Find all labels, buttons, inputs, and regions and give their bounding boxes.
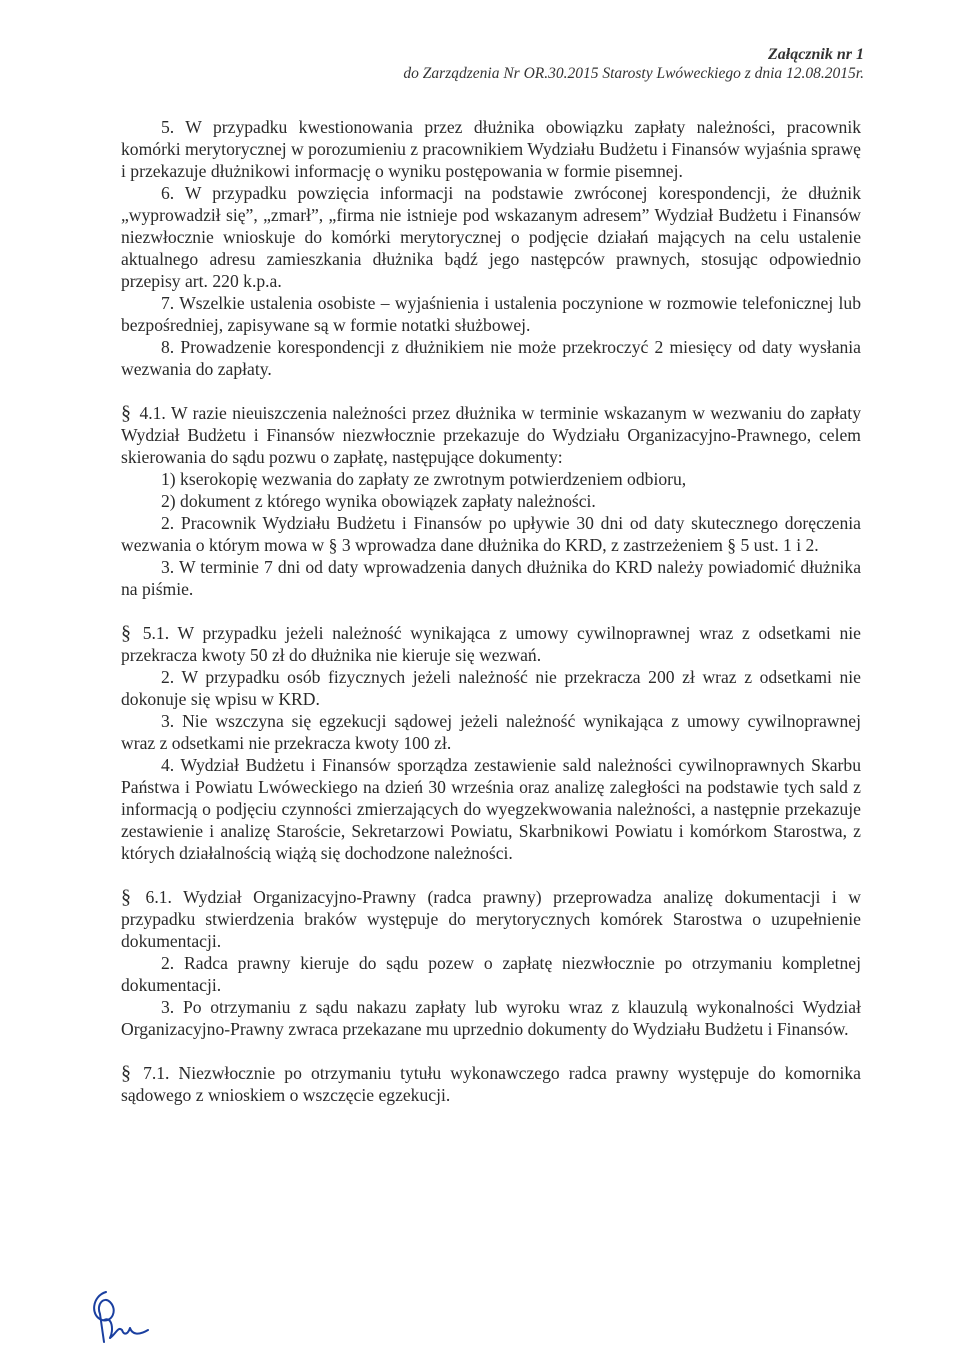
attachment-header <box>403 45 864 83</box>
section-symbol: § <box>121 402 131 424</box>
section-5-paragraph-2: 2. W przypadku osób fizycznych jeżeli należność nie przekracza 200 zł wraz z odsetkami nie dokonuje się wpisu w KRD. <box>121 667 861 709</box>
section-5-paragraph-1 <box>121 622 861 666</box>
section-5-text-1: 5.1. W przypadku jeżeli należność wynikająca z umowy cywilnoprawnej wraz z odsetkami nie przekracza kwoty 50 zł do dłużnika nie kieruje się wezwań. <box>121 623 861 665</box>
attachment-reference: do Zarządzenia Nr OR.30.2015 Starosty Lwóweckiego z dnia 12.08.2015r. <box>403 65 864 82</box>
section-4-paragraph-2: 2. Pracownik Wydziału Budżetu i Finansów po upływie 30 dni od daty skutecznego doręczenia wezwania o którym mowa w § 3 wprowadza dane dłużnika do KRD, z zastrzeżeniem § 5 ust. 1 i 2. <box>121 513 861 555</box>
paragraph-5: 5. W przypadku kwestionowania przez dłużnika obowiązku zapłaty należności, pracownik komórki merytorycznej w porozumieniu z pracownikiem Wydziału Budżetu i Finansów wyjaśnia sprawę i przekazuje dłużnikowi informację o wyniku postępowania w formie pisemnej. <box>121 117 861 181</box>
section-4-paragraph-1 <box>121 402 861 468</box>
paragraph-6: 6. W przypadku powzięcia informacji na podstawie zwróconej korespondencji, że dłużnik „wyprowadził się”, „zmarł”, „firma nie istnieje pod wskazanym adresem” Wydział Budżetu i Finansów niezwłocznie wnioskuje do komórki merytorycznej o podjęcie działań mających na celu ustalenie aktualnego adresu zamieszkania dłużnika bądź jego następców prawnych, stosując odpowiednio przepisy art. 220 k.p.a. <box>121 183 861 291</box>
list-item: 1) kserokopię wezwania do zapłaty ze zwrotnym potwierdzeniem odbioru, <box>161 469 687 489</box>
list-item: 2) dokument z którego wynika obowiązek zapłaty należności. <box>161 491 596 511</box>
section-4-paragraph-3: 3. W terminie 7 dni od daty wprowadzenia danych dłużnika do KRD należy powiadomić dłużnika na piśmie. <box>121 557 861 599</box>
section-7-paragraph-1 <box>121 1062 861 1106</box>
handwritten-signature <box>84 1286 154 1346</box>
section-5-paragraph-4: 4. Wydział Budżetu i Finansów sporządza zestawienie sald należności cywilnoprawnych Skarbu Państwa i Powiatu Lwóweckiego na dzień 30 września oraz analizę zaległości na podstawie tych sald z informacją o podjęciu czynności zmierzających do wyegzekwowania należności, a następnie przekazuje zestawienie i analizę Staroście, Sekretarzowi Powiatu, Skarbnikowi Powiatu i komórkom Starostwa, z których działalnością wiążą się dochodzone należności. <box>121 755 861 863</box>
section-4-text-1: 4.1. W razie nieuiszczenia należności przez dłużnika w terminie wskazanym w wezwaniu do zapłaty Wydział Budżetu i Finansów niezwłocznie przekazuje do Wydziału Organizacyjno-Prawnego, celem skierowania do sądu pozwu o zapłatę, następujące dokumenty: <box>121 403 861 467</box>
section-symbol: § <box>121 622 131 644</box>
document-body <box>121 116 861 1106</box>
section-symbol: § <box>121 886 131 908</box>
section-6-paragraph-3: 3. Po otrzymaniu z sądu nakazu zapłaty lub wyroku wraz z klauzulą wykonalności Wydział Organizacyjno-Prawny zwraca przekazane mu uprzednio dokumenty do Wydziału Budżetu i Finansów. <box>121 997 861 1039</box>
section-7-text-1: 7.1. Niezwłocznie po otrzymaniu tytułu wykonawczego radca prawny występuje do komornika sądowego z wnioskiem o wszczęcie egzekucji. <box>121 1063 861 1105</box>
section-symbol: § <box>121 1062 131 1084</box>
section-5-paragraph-3: 3. Nie wszczyna się egzekucji sądowej jeżeli należność wynikająca z umowy cywilnoprawnej wraz z odsetkami nie przekracza kwoty 100 zł. <box>121 711 861 753</box>
attachment-title: Załącznik nr 1 <box>767 46 864 63</box>
paragraph-7: 7. Wszelkie ustalenia osobiste – wyjaśnienia i ustalenia poczynione w rozmowie telefonicznej lub bezpośredniej, zapisywane są w formie notatki służbowej. <box>121 293 861 335</box>
paragraph-8: 8. Prowadzenie korespondencji z dłużnikiem nie może przekroczyć 2 miesięcy od daty wysłania wezwania do zapłaty. <box>121 337 861 379</box>
section-6-paragraph-1 <box>121 886 861 952</box>
section-6-paragraph-2: 2. Radca prawny kieruje do sądu pozew o zapłatę niezwłocznie po otrzymaniu kompletnej dokumentacji. <box>121 953 861 995</box>
section-6-text-1: 6.1. Wydział Organizacyjno-Prawny (radca prawny) przeprowadza analizę dokumentacji i w przypadku stwierdzenia braków występuje do merytorycznych komórek Starostwa o uzupełnienie dokumentacji. <box>121 887 861 951</box>
